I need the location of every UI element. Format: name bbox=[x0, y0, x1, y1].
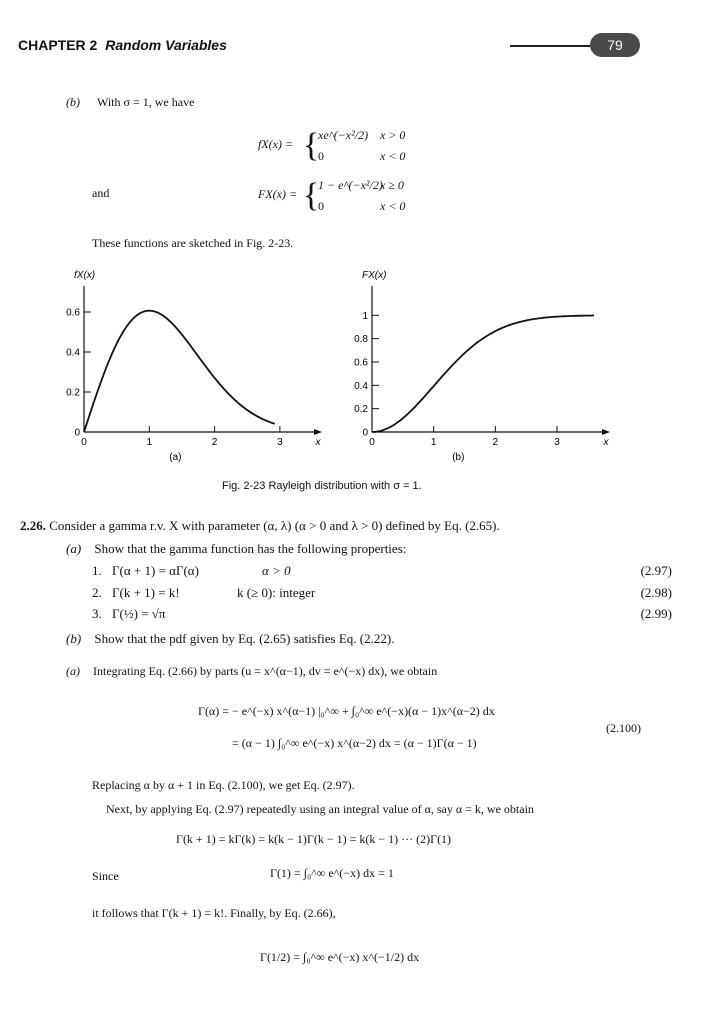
part-b-intro-text: With σ = 1, we have bbox=[97, 95, 195, 109]
solution-a-intro bbox=[66, 664, 437, 679]
cdf-case2-expr: 0 bbox=[318, 199, 324, 213]
pdf-case1-cond: x > 0 bbox=[380, 128, 406, 142]
pdf-curve bbox=[84, 311, 275, 432]
property-3-num: 3. bbox=[92, 606, 102, 621]
cdf-case1-cond: x ≥ 0 bbox=[380, 178, 404, 192]
pdf-case2-cond: x < 0 bbox=[380, 149, 406, 163]
and-word: and bbox=[92, 186, 110, 200]
cdf-ytick-label-0.4: 0.4 bbox=[354, 380, 368, 392]
chart-cdf bbox=[354, 270, 610, 463]
property-3-eqnum: (2.99) bbox=[640, 606, 672, 621]
pdf-brace: { bbox=[303, 127, 320, 164]
pdf-ytick-label-0.4: 0.4 bbox=[66, 347, 80, 359]
gamma-half-eq: Γ(1/2) = ∫₀^∞ e^(−x) x^(−1/2) dx bbox=[260, 950, 420, 964]
running-header bbox=[18, 37, 227, 53]
property-2-formula: Γ(k + 1) = k! bbox=[112, 585, 180, 600]
pdf-case2-expr: 0 bbox=[318, 149, 324, 163]
cdf-xtick-label-2: 2 bbox=[492, 437, 499, 448]
problem-part-b bbox=[66, 631, 394, 647]
cdf-lhs: FX(x) = bbox=[258, 187, 298, 201]
gamma-by-parts-line2: = (α − 1) ∫₀^∞ e^(−x) x^(α−2) dx = (α − 1)Γ(α − 1) bbox=[232, 736, 477, 750]
header-rule bbox=[510, 45, 600, 47]
pdf-ytick-label-0.2: 0.2 bbox=[66, 387, 80, 399]
chart-pdf bbox=[66, 270, 322, 463]
cdf-ytick-label-0.6: 0.6 bbox=[354, 357, 368, 369]
gamma-by-parts-line1: Γ(α) = − e^(−x) x^(α−1) |₀^∞ + ∫₀^∞ e^(−x)(α − 1)x^(α−2) dx bbox=[198, 704, 495, 718]
pdf-xtick-label-3: 3 bbox=[277, 437, 283, 448]
cdf-curve bbox=[372, 316, 594, 433]
cdf-xtick-label-3: 3 bbox=[554, 437, 560, 448]
figure-caption: Fig. 2-23 Rayleigh distribution with σ = 1. bbox=[222, 480, 422, 492]
cdf-panel-label: (b) bbox=[452, 452, 465, 463]
chapter-label: CHAPTER 2 bbox=[18, 37, 98, 53]
pdf-case1-expr: xe^(−x²/2) bbox=[318, 128, 369, 142]
solution-a-intro-text: Integrating Eq. (2.66) by parts (u = x^(α−1), dv = e^(−x) dx), we obtain bbox=[93, 664, 438, 678]
pdf-definition bbox=[258, 124, 458, 174]
problem-part-a bbox=[66, 541, 406, 557]
solution-a-label: (a) bbox=[66, 664, 80, 678]
since-word: Since bbox=[92, 869, 119, 883]
property-1-cond: α > 0 bbox=[262, 563, 291, 578]
figure-2-23 bbox=[0, 262, 706, 472]
pdf-panel-label: (a) bbox=[169, 452, 182, 463]
follows-sentence: it follows that Γ(k + 1) = k!. Finally, by Eq. (2.66), bbox=[92, 906, 336, 920]
cdf-ytick-label-0.8: 0.8 bbox=[354, 334, 368, 346]
pdf-ytick-label-0.6: 0.6 bbox=[66, 307, 80, 319]
cdf-ytick-label-1: 1 bbox=[362, 310, 368, 322]
problem-a-label: (a) bbox=[66, 541, 82, 556]
problem-text: Consider a gamma r.v. X with parameter (α, λ) (α > 0 and λ > 0) defined by Eq. (2.65). bbox=[49, 518, 500, 533]
pdf-y-label: fX(x) bbox=[74, 270, 96, 281]
cdf-x-arrow bbox=[602, 429, 610, 435]
pdf-x-label: x bbox=[315, 437, 321, 448]
pdf-x-arrow bbox=[314, 429, 322, 435]
pdf-ytick-label-0: 0 bbox=[74, 427, 80, 439]
property-1 bbox=[92, 563, 672, 581]
cdf-case1-expr: 1 − e^(−x²/2) bbox=[318, 178, 383, 192]
next-sentence: Next, by applying Eq. (2.97) repeatedly using an integral value of α, say α = k, we obtain bbox=[106, 802, 534, 816]
part-b-label: (b) bbox=[66, 95, 80, 109]
cdf-case2-cond: x < 0 bbox=[380, 199, 406, 213]
cdf-y-label: FX(x) bbox=[362, 270, 387, 281]
chapter-title: Random Variables bbox=[105, 37, 227, 53]
property-1-formula: Γ(α + 1) = αΓ(α) bbox=[112, 563, 199, 578]
property-3-formula: Γ(½) = √π bbox=[112, 606, 166, 621]
pdf-lhs: fX(x) = bbox=[258, 137, 294, 151]
replacing-sentence: Replacing α by α + 1 in Eq. (2.100), we get Eq. (2.97). bbox=[92, 778, 355, 792]
cdf-x-label: x bbox=[603, 437, 609, 448]
problem-b-label: (b) bbox=[66, 631, 82, 646]
property-3 bbox=[92, 606, 672, 624]
cdf-brace: { bbox=[303, 177, 320, 214]
property-2 bbox=[92, 585, 672, 603]
property-2-num: 2. bbox=[92, 585, 102, 600]
property-1-num: 1. bbox=[92, 563, 102, 578]
problem-number: 2.26. bbox=[20, 518, 46, 533]
factorial-chain-eq: Γ(k + 1) = kΓ(k) = k(k − 1)Γ(k − 1) = k(k − 1) ··· (2)Γ(1) bbox=[176, 832, 452, 846]
part-b-intro bbox=[66, 95, 194, 110]
problem-b-text: Show that the pdf given by Eq. (2.65) satisfies Eq. (2.22). bbox=[94, 631, 395, 646]
cdf-xtick-label-1: 1 bbox=[430, 437, 437, 448]
cdf-ytick-label-0.2: 0.2 bbox=[354, 404, 368, 416]
pdf-xtick-label-1: 1 bbox=[146, 437, 153, 448]
cdf-definition bbox=[258, 174, 458, 224]
pdf-xtick-label-2: 2 bbox=[211, 437, 218, 448]
eq-number-2-100: (2.100) bbox=[606, 721, 641, 735]
sketch-sentence: These functions are sketched in Fig. 2-23. bbox=[92, 236, 294, 250]
property-2-cond: k (≥ 0): integer bbox=[237, 585, 316, 600]
cdf-xtick-label-0: 0 bbox=[369, 437, 375, 448]
page-number-badge bbox=[590, 33, 640, 57]
problem-statement bbox=[20, 518, 660, 534]
property-1-eqnum: (2.97) bbox=[640, 563, 672, 578]
property-2-eqnum: (2.98) bbox=[640, 585, 672, 600]
problem-a-text: Show that the gamma function has the following properties: bbox=[94, 541, 407, 556]
page-number: 79 bbox=[607, 37, 623, 53]
gamma-one-eq: Γ(1) = ∫₀^∞ e^(−x) dx = 1 bbox=[270, 866, 394, 880]
pdf-xtick-label-0: 0 bbox=[81, 437, 87, 448]
cdf-ytick-label-0: 0 bbox=[362, 427, 368, 439]
